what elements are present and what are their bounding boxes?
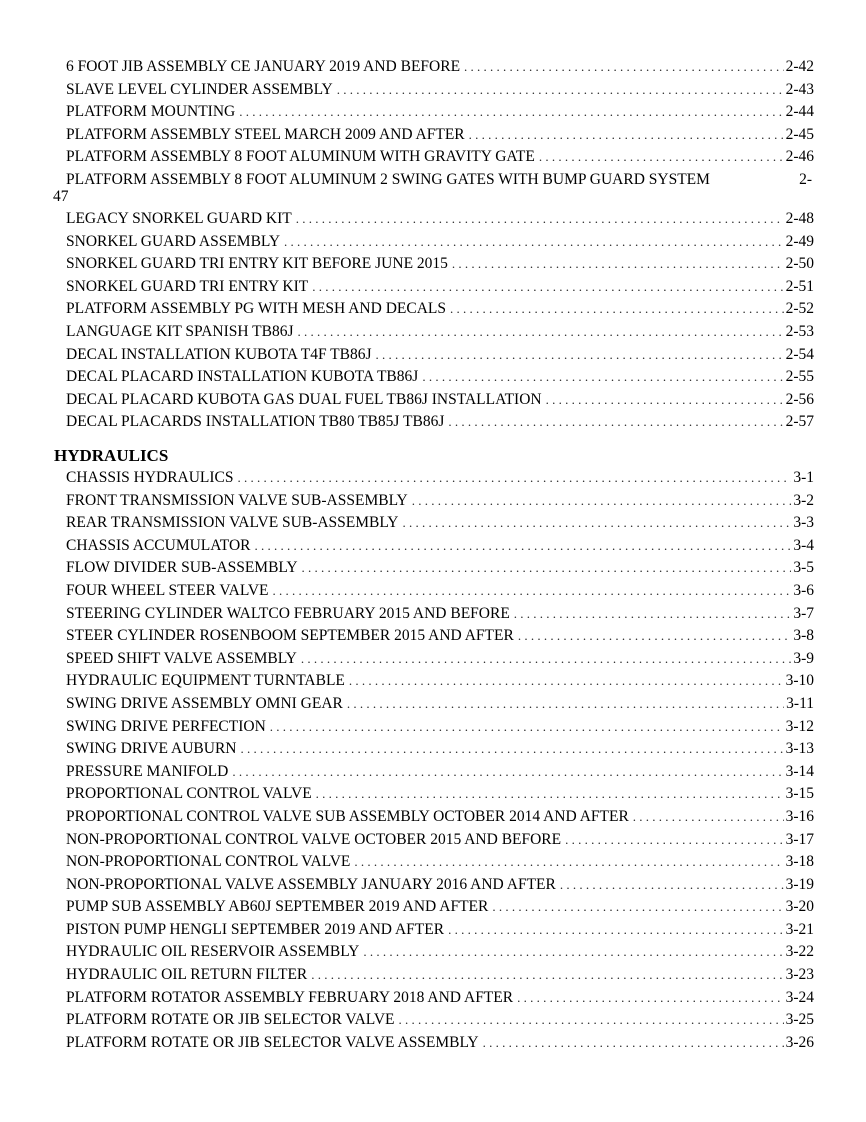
- toc-entry-page: 3-20: [785, 898, 814, 916]
- toc-entry[interactable]: [54, 693, 814, 716]
- toc-entry[interactable]: [54, 253, 814, 276]
- toc-entry[interactable]: [54, 276, 814, 299]
- hydraulics-section: [54, 445, 814, 1054]
- toc-entry-title: DECAL PLACARD INSTALLATION KUBOTA TB86J: [66, 368, 419, 386]
- toc-entry[interactable]: [54, 1009, 814, 1032]
- toc-entry-page: 3-3: [793, 514, 814, 532]
- dot-leader: [483, 1032, 784, 1055]
- toc-entry[interactable]: [54, 56, 814, 79]
- dot-leader: [354, 851, 783, 874]
- toc-entry[interactable]: [54, 874, 814, 897]
- dot-leader: [270, 716, 784, 739]
- toc-entry-page: 2-43: [785, 80, 814, 98]
- platform-section: [54, 56, 814, 434]
- toc-entry-title: PLATFORM ASSEMBLY 8 FOOT ALUMINUM 2 SWING GATES WITH BUMP GUARD SYSTEM: [66, 170, 710, 188]
- toc-entry-page: 2-56: [785, 390, 814, 408]
- dot-leader: [301, 648, 791, 671]
- toc-entry[interactable]: [54, 366, 814, 389]
- toc-entry[interactable]: [54, 896, 814, 919]
- toc-entry-page: 3-22: [785, 943, 814, 961]
- toc-entry-page: 3-17: [785, 830, 814, 848]
- dot-leader: [273, 580, 792, 603]
- toc-entry-page: 3-24: [785, 988, 814, 1006]
- toc-entry[interactable]: [54, 490, 814, 513]
- toc-entry[interactable]: [54, 321, 814, 344]
- toc-entry[interactable]: [54, 625, 814, 648]
- toc-entry-page: 2-50: [785, 255, 814, 273]
- toc-entry-title: LEGACY SNORKEL GUARD KIT: [66, 209, 292, 227]
- toc-entry-title: PLATFORM MOUNTING: [66, 103, 236, 121]
- toc-entry-title: PISTON PUMP HENGLI SEPTEMBER 2019 AND AFTER: [66, 920, 445, 938]
- dot-leader: [448, 411, 783, 434]
- toc-entry-title: NON-PROPORTIONAL CONTROL VALVE: [66, 853, 351, 871]
- toc-entry-title: PROPORTIONAL CONTROL VALVE SUB ASSEMBLY OCTOBER 2014 AND AFTER: [66, 807, 629, 825]
- section-heading-hydraulics: HYDRAULICS: [54, 446, 169, 465]
- dot-leader: [376, 344, 784, 367]
- toc-entry-title: NON-PROPORTIONAL VALVE ASSEMBLY JANUARY 2016 AND AFTER: [66, 875, 556, 893]
- toc-entry-page: 3-2: [793, 491, 814, 509]
- dot-leader: [296, 208, 784, 231]
- dot-leader: [403, 512, 792, 535]
- toc-entry-title: FOUR WHEEL STEER VALVE: [66, 581, 269, 599]
- toc-entry[interactable]: [54, 964, 814, 987]
- toc-entry-title: PLATFORM ROTATE OR JIB SELECTOR VALVE ASSEMBLY: [66, 1033, 479, 1051]
- toc-entry-page: 3-13: [785, 740, 814, 758]
- toc-entry-page: 2-52: [785, 300, 814, 318]
- dot-leader: [254, 535, 791, 558]
- toc-entry-page: 2-42: [785, 58, 814, 75]
- toc-entry[interactable]: [54, 557, 814, 580]
- toc-entry[interactable]: [54, 783, 814, 806]
- toc-entry-title: STEER CYLINDER ROSENBOOM SEPTEMBER 2015 AND AFTER: [66, 627, 514, 645]
- toc-entry-title: REAR TRANSMISSION VALVE SUB-ASSEMBLY: [66, 514, 399, 532]
- toc-entry-title: PLATFORM ROTATOR ASSEMBLY FEBRUARY 2018 AND AFTER: [66, 988, 514, 1006]
- toc-entry-title: SNORKEL GUARD TRI ENTRY KIT BEFORE JUNE 2015: [66, 255, 448, 273]
- dot-leader: [349, 670, 784, 693]
- toc-entry[interactable]: [54, 411, 814, 434]
- toc-entry-page: 3-1: [793, 469, 814, 486]
- dot-leader: [448, 919, 784, 942]
- toc-entry-page: 2-48: [785, 209, 814, 227]
- toc-entry-page: 3-25: [785, 1011, 814, 1029]
- toc-entry[interactable]: [54, 761, 814, 784]
- toc-entry-page: 3-21: [785, 920, 814, 938]
- toc-entry-title: PRESSURE MANIFOLD: [66, 762, 229, 780]
- toc-entry[interactable]: [54, 738, 814, 761]
- dot-leader: [422, 366, 783, 389]
- toc-entry-title: SNORKEL GUARD ASSEMBLY: [66, 232, 281, 250]
- toc-entry-title: PLATFORM ASSEMBLY 8 FOOT ALUMINUM WITH GRAVITY GATE: [66, 148, 535, 166]
- toc-entry-page: 3-10: [785, 672, 814, 690]
- toc-entry[interactable]: [54, 648, 814, 671]
- dot-leader: [284, 231, 784, 254]
- toc-entry-title: HYDRAULIC OIL RESERVOIR ASSEMBLY: [66, 943, 360, 961]
- dot-leader: [560, 874, 784, 897]
- dot-leader: [232, 761, 783, 784]
- platform-entries: [54, 56, 814, 169]
- toc-entry[interactable]: [54, 389, 814, 412]
- toc-entry-page: 2-45: [785, 125, 814, 143]
- toc-entry[interactable]: [54, 208, 814, 231]
- toc-entry[interactable]: [54, 806, 814, 829]
- toc-entry-title: PLATFORM ASSEMBLY STEEL MARCH 2009 AND AFTER: [66, 125, 465, 143]
- toc-entry-title: CHASSIS HYDRAULICS: [66, 469, 234, 486]
- toc-entry-page: 3-15: [785, 785, 814, 803]
- toc-entry-title: PUMP SUB ASSEMBLY AB60J SEPTEMBER 2019 AND AFTER: [66, 898, 489, 916]
- dot-leader: [298, 321, 784, 344]
- toc-entry-page: 3-14: [785, 762, 814, 780]
- toc-entry[interactable]: [54, 829, 814, 852]
- toc-entry-page: 3-5: [793, 559, 814, 577]
- toc-entry[interactable]: [54, 298, 814, 321]
- dot-leader: [469, 124, 784, 147]
- toc-entry-title: DECAL PLACARD KUBOTA GAS DUAL FUEL TB86J INSTALLATION: [66, 390, 542, 408]
- toc-entry-page: 3-16: [785, 807, 814, 825]
- toc-entry[interactable]: [54, 101, 814, 124]
- dot-leader: [546, 389, 784, 412]
- dot-leader: [347, 693, 784, 716]
- toc-entry-title: SWING DRIVE PERFECTION: [66, 717, 266, 735]
- toc-entry[interactable]: [54, 1032, 814, 1055]
- dot-leader: [517, 987, 783, 1010]
- toc-entry-title: HYDRAULIC EQUIPMENT TURNTABLE: [66, 672, 345, 690]
- dot-leader: [363, 941, 783, 964]
- toc-entry-page: 2-46: [785, 148, 814, 166]
- dot-leader: [398, 1009, 783, 1032]
- toc-entry-page: 3-23: [785, 966, 814, 984]
- toc-entry-page: 3-26: [785, 1033, 814, 1051]
- toc-entry-title: DECAL INSTALLATION KUBOTA T4F TB86J: [66, 345, 372, 363]
- toc-entry-title: SWING DRIVE ASSEMBLY OMNI GEAR: [66, 694, 343, 712]
- dot-leader: [514, 603, 792, 626]
- toc-entry-page: 2-49: [785, 232, 814, 250]
- toc-entry[interactable]: [54, 467, 814, 490]
- toc-entry[interactable]: [54, 603, 814, 626]
- toc-entry[interactable]: [54, 344, 814, 367]
- toc-entry-page: 3-6: [793, 581, 814, 599]
- platform-entries-after: [54, 208, 814, 434]
- toc-entry-title: SLAVE LEVEL CYLINDER ASSEMBLY: [66, 80, 333, 98]
- dot-leader: [452, 253, 784, 276]
- toc-entry-title: SNORKEL GUARD TRI ENTRY KIT: [66, 277, 309, 295]
- toc-entry-page: 2-55: [785, 368, 814, 386]
- toc-entry-title: PROPORTIONAL CONTROL VALVE: [66, 785, 312, 803]
- dot-leader: [337, 79, 784, 102]
- toc-entry[interactable]: [54, 146, 814, 169]
- toc-entry[interactable]: [54, 670, 814, 693]
- toc-entry[interactable]: [54, 851, 814, 874]
- toc-entry-page: 2-53: [785, 322, 814, 340]
- toc-entry-title: 6 FOOT JIB ASSEMBLY CE JANUARY 2019 AND BEFORE: [66, 58, 461, 75]
- toc-entry[interactable]: [54, 987, 814, 1010]
- hydraulics-entries: [54, 467, 814, 1054]
- dot-leader: [450, 298, 784, 321]
- dot-leader: [464, 56, 784, 79]
- toc-entry[interactable]: [54, 941, 814, 964]
- toc-entry-page: 3-18: [785, 853, 814, 871]
- toc-entry-page-part2: 47: [53, 187, 69, 205]
- toc-entry-page: 3-11: [786, 694, 814, 712]
- dot-leader: [412, 490, 792, 513]
- toc-entry-title: NON-PROPORTIONAL CONTROL VALVE OCTOBER 2015 AND BEFORE: [66, 830, 562, 848]
- dot-leader: [518, 625, 792, 648]
- toc-entry[interactable]: [54, 580, 814, 603]
- toc-entry-page: 2-54: [785, 345, 814, 363]
- dot-leader: [302, 557, 792, 580]
- toc-entry-page: 3-7: [793, 604, 814, 622]
- toc-entry[interactable]: [54, 716, 814, 739]
- toc-entry-title: STEERING CYLINDER WALTCO FEBRUARY 2015 AND BEFORE: [66, 604, 510, 622]
- toc-entry-page: 3-8: [793, 627, 814, 645]
- toc-entry-page: 3-4: [793, 536, 814, 554]
- toc-entry-title: CHASSIS ACCUMULATOR: [66, 536, 251, 554]
- toc-entry[interactable]: [54, 919, 814, 942]
- dot-leader: [492, 896, 783, 919]
- toc-entry-page: 3-19: [785, 875, 814, 893]
- toc-entry-page: 2-57: [785, 413, 814, 431]
- toc-entry-page: 3-9: [793, 649, 814, 667]
- toc-entry[interactable]: [54, 535, 814, 558]
- toc-entry[interactable]: [54, 79, 814, 102]
- toc-entry[interactable]: [54, 512, 814, 535]
- toc-entry-page-part1: 2-: [799, 170, 812, 188]
- toc-entry-title: LANGUAGE KIT SPANISH TB86J: [66, 322, 294, 340]
- toc-entry-title: SWING DRIVE AUBURN: [66, 740, 237, 758]
- dot-leader: [539, 146, 784, 169]
- dot-leader: [633, 806, 784, 829]
- toc-entry[interactable]: [54, 124, 814, 147]
- dot-leader: [316, 783, 784, 806]
- toc-entry-page: 2-51: [785, 277, 814, 295]
- dot-leader: [239, 101, 783, 124]
- dot-leader: [312, 276, 783, 299]
- toc-entry-title: FRONT TRANSMISSION VALVE SUB-ASSEMBLY: [66, 491, 408, 509]
- dot-leader: [241, 738, 784, 761]
- toc-entry-page: 3-12: [785, 717, 814, 735]
- toc-entry-title: PLATFORM ROTATE OR JIB SELECTOR VALVE: [66, 1011, 395, 1029]
- dot-leader: [311, 964, 783, 987]
- dot-leader: [238, 467, 792, 490]
- toc-entry-title: PLATFORM ASSEMBLY PG WITH MESH AND DECALS: [66, 300, 446, 318]
- toc-entry[interactable]: [54, 231, 814, 254]
- toc-entry-title: HYDRAULIC OIL RETURN FILTER: [66, 966, 308, 984]
- toc-entry-title: FLOW DIVIDER SUB-ASSEMBLY: [66, 559, 298, 577]
- toc-entry-page: 2-44: [785, 103, 814, 121]
- toc-entry-title: DECAL PLACARDS INSTALLATION TB80 TB85J TB86J: [66, 413, 445, 431]
- toc-entry-wrapped[interactable]: [54, 169, 814, 208]
- dot-leader: [565, 829, 783, 852]
- toc-entry-title: SPEED SHIFT VALVE ASSEMBLY: [66, 649, 297, 667]
